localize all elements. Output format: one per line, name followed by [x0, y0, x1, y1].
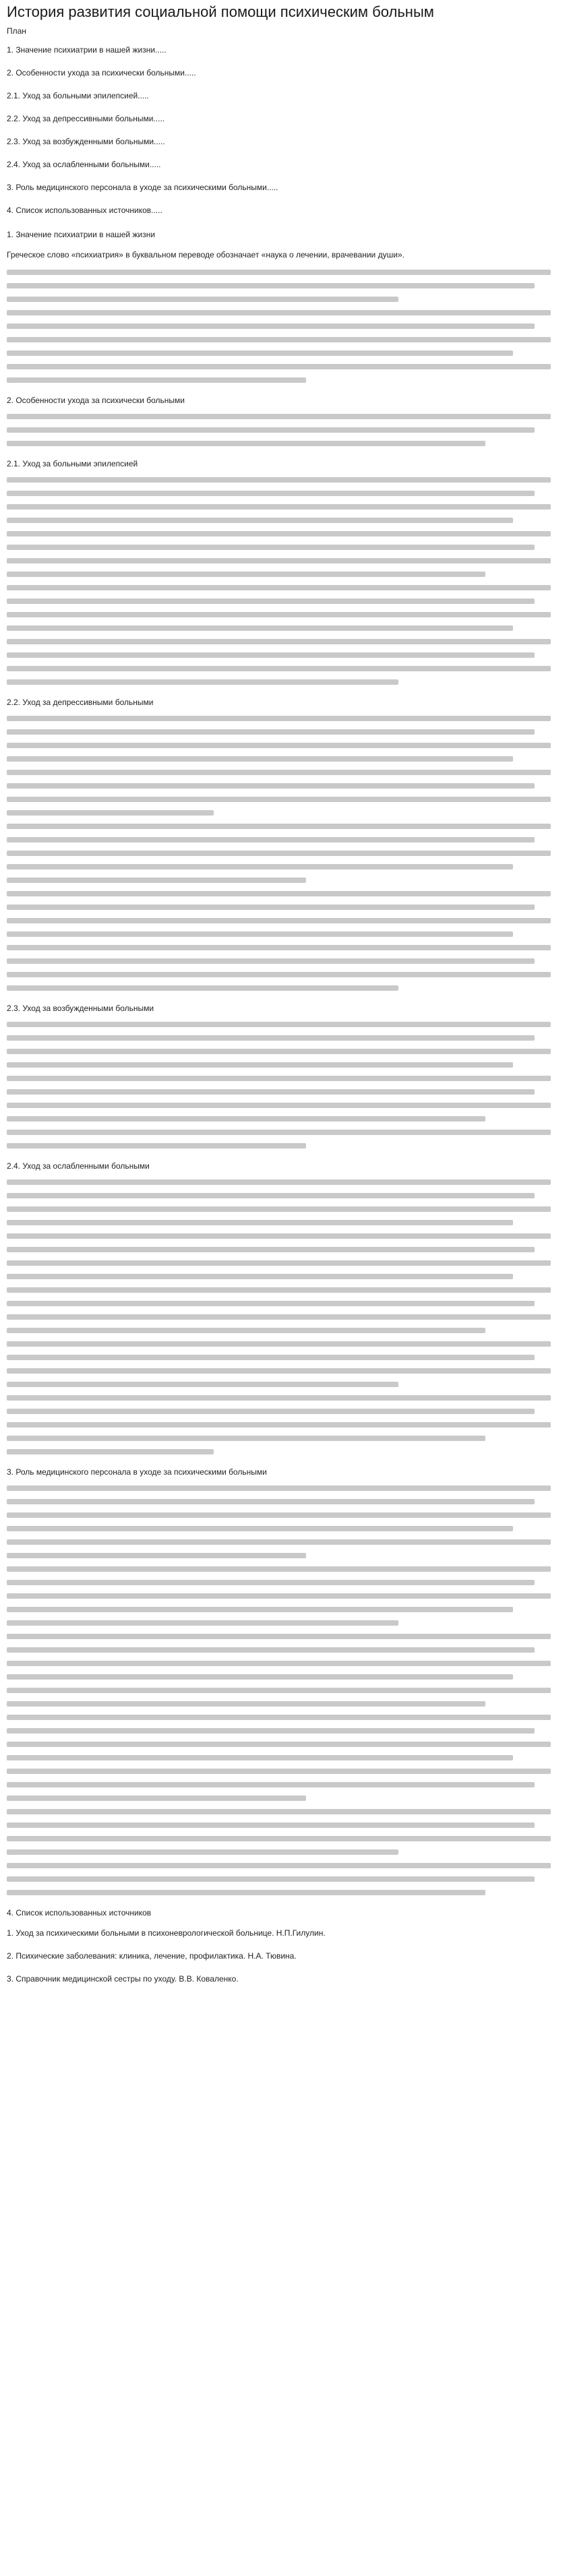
- illegible-text-line: [7, 1661, 551, 1666]
- section-weakened-care: [7, 1159, 551, 1454]
- toc-item[interactable]: [7, 204, 551, 217]
- illegible-text-block: [7, 716, 551, 816]
- illegible-text-line: [7, 1193, 535, 1198]
- illegible-text-line: [7, 756, 513, 762]
- illegible-text-line: [7, 612, 551, 617]
- illegible-text-line: [7, 1179, 551, 1185]
- illegible-text-line: [7, 743, 551, 748]
- illegible-text-line: [7, 1876, 535, 1882]
- illegible-text-block: [7, 1863, 551, 1895]
- toc-link-2-2[interactable]: 2.2. Уход за депрессивными больными.....: [7, 114, 165, 123]
- illegible-text-line: [7, 350, 513, 356]
- section-heading: 4. Список использованных источников: [7, 1908, 152, 1918]
- illegible-text-line: [7, 891, 551, 896]
- toc-link-4[interactable]: 4. Список использованных источников.....: [7, 206, 162, 215]
- illegible-text-line: [7, 1849, 398, 1855]
- illegible-text-line: [7, 1553, 306, 1558]
- illegible-text-line: [7, 797, 551, 802]
- toc-item[interactable]: [7, 135, 551, 148]
- illegible-text-line: [7, 1049, 551, 1054]
- illegible-text-line: [7, 310, 551, 315]
- toc-item[interactable]: [7, 66, 551, 80]
- illegible-text-line: [7, 1233, 551, 1239]
- illegible-text-line: [7, 1796, 306, 1801]
- illegible-text-line: [7, 864, 513, 869]
- illegible-text-line: [7, 729, 535, 735]
- illegible-text-line: [7, 377, 306, 383]
- toc-item[interactable]: [7, 89, 551, 102]
- illegible-text-line: [7, 1328, 485, 1333]
- illegible-text-line: [7, 491, 535, 496]
- section-care-features: [7, 394, 551, 446]
- section-heading: 2.4. Уход за ослабленными больными: [7, 1161, 150, 1171]
- page-title: История развития социальной помощи психическим больным: [7, 3, 434, 20]
- section-heading: 3. Роль медицинского персонала в уходе за психическими больными: [7, 1467, 267, 1477]
- illegible-text-line: [7, 1701, 485, 1707]
- illegible-text-line: [7, 518, 513, 523]
- section-psychiatry-meaning: [7, 228, 551, 383]
- illegible-text-line: [7, 918, 551, 923]
- toc-link-2-3[interactable]: 2.3. Уход за возбужденными больными.....: [7, 137, 165, 146]
- illegible-text-line: [7, 1130, 551, 1135]
- section-epilepsy-care: [7, 457, 551, 685]
- toc-item[interactable]: [7, 43, 551, 57]
- illegible-text-line: [7, 364, 551, 369]
- illegible-text-line: [7, 1539, 551, 1545]
- illegible-text-line: [7, 666, 551, 671]
- illegible-text-line: [7, 414, 551, 419]
- illegible-text-line: [7, 1809, 551, 1814]
- illegible-text-line: [7, 558, 551, 563]
- illegible-text-line: [7, 283, 535, 288]
- toc-link-2-4[interactable]: 2.4. Уход за ослабленными больными.....: [7, 160, 161, 169]
- illegible-text-line: [7, 572, 485, 577]
- illegible-text-block: [7, 1715, 551, 1801]
- illegible-text-line: [7, 427, 535, 433]
- illegible-text-block: [7, 310, 551, 383]
- illegible-text-line: [7, 972, 551, 977]
- section-heading: 1. Значение психиатрии в нашей жизни: [7, 230, 156, 239]
- illegible-text-line: [7, 716, 551, 721]
- illegible-text-line: [7, 270, 551, 275]
- illegible-text-line: [7, 545, 535, 550]
- illegible-text-block: [7, 1809, 551, 1855]
- illegible-text-line: [7, 1647, 535, 1653]
- illegible-text-line: [7, 1742, 551, 1747]
- illegible-text-line: [7, 1143, 306, 1148]
- illegible-text-line: [7, 1580, 535, 1585]
- illegible-text-block: [7, 477, 551, 685]
- illegible-text-line: [7, 1062, 513, 1068]
- illegible-text-line: [7, 1314, 551, 1320]
- illegible-text-line: [7, 531, 551, 536]
- illegible-text-line: [7, 1409, 535, 1414]
- illegible-text-line: [7, 324, 535, 329]
- illegible-text-line: [7, 945, 551, 950]
- illegible-text-line: [7, 1022, 551, 1027]
- section-heading: 2.3. Уход за возбужденными больными: [7, 1004, 154, 1013]
- illegible-text-line: [7, 824, 551, 829]
- illegible-text-block: [7, 1566, 551, 1626]
- section-references: [7, 1906, 551, 1986]
- toc-link-1[interactable]: 1. Значение психиатрии в нашей жизни.....: [7, 45, 167, 55]
- illegible-text-line: [7, 1755, 513, 1760]
- section-paragraph: Греческое слово «психиатрия» в буквальном переводе обозначает «наука о лечении, врачевании души».: [7, 250, 404, 259]
- illegible-text-line: [7, 1526, 513, 1531]
- illegible-text-line: [7, 1566, 551, 1572]
- toc-item[interactable]: [7, 158, 551, 171]
- illegible-text-line: [7, 1301, 535, 1306]
- illegible-text-line: [7, 625, 513, 631]
- illegible-text-line: [7, 1620, 398, 1626]
- illegible-text-line: [7, 1449, 214, 1454]
- illegible-text-line: [7, 1890, 485, 1895]
- illegible-text-line: [7, 783, 535, 789]
- illegible-text-line: [7, 837, 535, 842]
- illegible-text-line: [7, 1436, 485, 1441]
- reference-item: 3. Справочник медицинской сестры по уходу. В.В. Коваленко.: [7, 1974, 239, 1984]
- illegible-text-line: [7, 1728, 535, 1734]
- illegible-text-line: [7, 652, 535, 658]
- toc-link-2-1[interactable]: 2.1. Уход за больными эпилепсией.....: [7, 91, 149, 100]
- illegible-text-line: [7, 1422, 551, 1428]
- toc-item[interactable]: [7, 112, 551, 125]
- section-heading: 2. Особенности ухода за психически больными: [7, 396, 185, 405]
- illegible-text-line: [7, 958, 535, 964]
- illegible-text-block: [7, 414, 551, 446]
- illegible-text-line: [7, 904, 535, 910]
- illegible-text-block: [7, 891, 551, 991]
- section-agitation-care: [7, 1002, 551, 1148]
- illegible-text-block: [7, 1485, 551, 1558]
- illegible-text-line: [7, 1688, 551, 1693]
- illegible-text-line: [7, 441, 485, 446]
- illegible-text-line: [7, 1674, 513, 1680]
- illegible-text-line: [7, 639, 551, 644]
- reference-list: [7, 1926, 551, 1986]
- illegible-text-line: [7, 1089, 535, 1095]
- illegible-text-block: [7, 1179, 551, 1387]
- illegible-text-line: [7, 851, 551, 856]
- reference-item: 2. Психические заболевания: клиника, лечение, профилактика. Н.А. Тювина.: [7, 1951, 297, 1961]
- illegible-text-line: [7, 1836, 551, 1841]
- illegible-text-line: [7, 1822, 535, 1828]
- illegible-text-line: [7, 297, 398, 302]
- illegible-text-line: [7, 1341, 551, 1347]
- illegible-text-line: [7, 1382, 398, 1387]
- illegible-text-line: [7, 1274, 513, 1279]
- toc-item[interactable]: [7, 181, 551, 194]
- illegible-text-line: [7, 1368, 551, 1374]
- illegible-text-line: [7, 1512, 551, 1518]
- illegible-text-line: [7, 1076, 551, 1081]
- illegible-text-line: [7, 679, 398, 685]
- illegible-text-line: [7, 477, 551, 483]
- toc-link-3[interactable]: 3. Роль медицинского персонала в уходе за психическими больными.....: [7, 183, 278, 192]
- illegible-text-line: [7, 1116, 485, 1122]
- illegible-text-line: [7, 504, 551, 510]
- illegible-text-block: [7, 1022, 551, 1148]
- illegible-text-line: [7, 1634, 551, 1639]
- illegible-text-line: [7, 1769, 551, 1774]
- illegible-text-block: [7, 1395, 551, 1454]
- illegible-text-block: [7, 270, 551, 302]
- illegible-text-line: [7, 1287, 551, 1293]
- illegible-text-block: [7, 1634, 551, 1707]
- illegible-text-line: [7, 810, 214, 816]
- illegible-text-line: [7, 1035, 535, 1041]
- illegible-text-line: [7, 1260, 551, 1266]
- illegible-text-line: [7, 1607, 513, 1612]
- illegible-text-line: [7, 1103, 551, 1108]
- illegible-text-line: [7, 1499, 535, 1504]
- section-heading: 2.1. Уход за больными эпилепсией: [7, 459, 138, 468]
- illegible-text-line: [7, 1206, 551, 1212]
- illegible-text-line: [7, 585, 551, 590]
- illegible-text-line: [7, 985, 398, 991]
- illegible-text-line: [7, 1715, 551, 1720]
- illegible-text-line: [7, 1247, 535, 1252]
- plan-label: План: [7, 26, 26, 36]
- section-staff-role: [7, 1465, 551, 1895]
- toc-link-2[interactable]: 2. Особенности ухода за психически больными.....: [7, 68, 196, 78]
- illegible-text-line: [7, 878, 306, 883]
- illegible-text-line: [7, 599, 535, 604]
- illegible-text-line: [7, 1863, 551, 1868]
- illegible-text-line: [7, 1355, 535, 1360]
- illegible-text-line: [7, 337, 551, 342]
- illegible-text-line: [7, 770, 551, 775]
- illegible-text-line: [7, 1220, 513, 1225]
- section-heading: 2.2. Уход за депрессивными больными: [7, 698, 154, 707]
- illegible-text-line: [7, 1782, 535, 1787]
- section-depression-care: [7, 696, 551, 991]
- illegible-text-line: [7, 1395, 551, 1401]
- illegible-text-line: [7, 1485, 551, 1491]
- illegible-text-block: [7, 824, 551, 883]
- reference-item: 1. Уход за психическими больными в психоневрологической больнице. Н.П.Гилулин.: [7, 1928, 326, 1938]
- illegible-text-line: [7, 1593, 551, 1599]
- illegible-text-line: [7, 931, 513, 937]
- table-of-contents: [7, 43, 551, 217]
